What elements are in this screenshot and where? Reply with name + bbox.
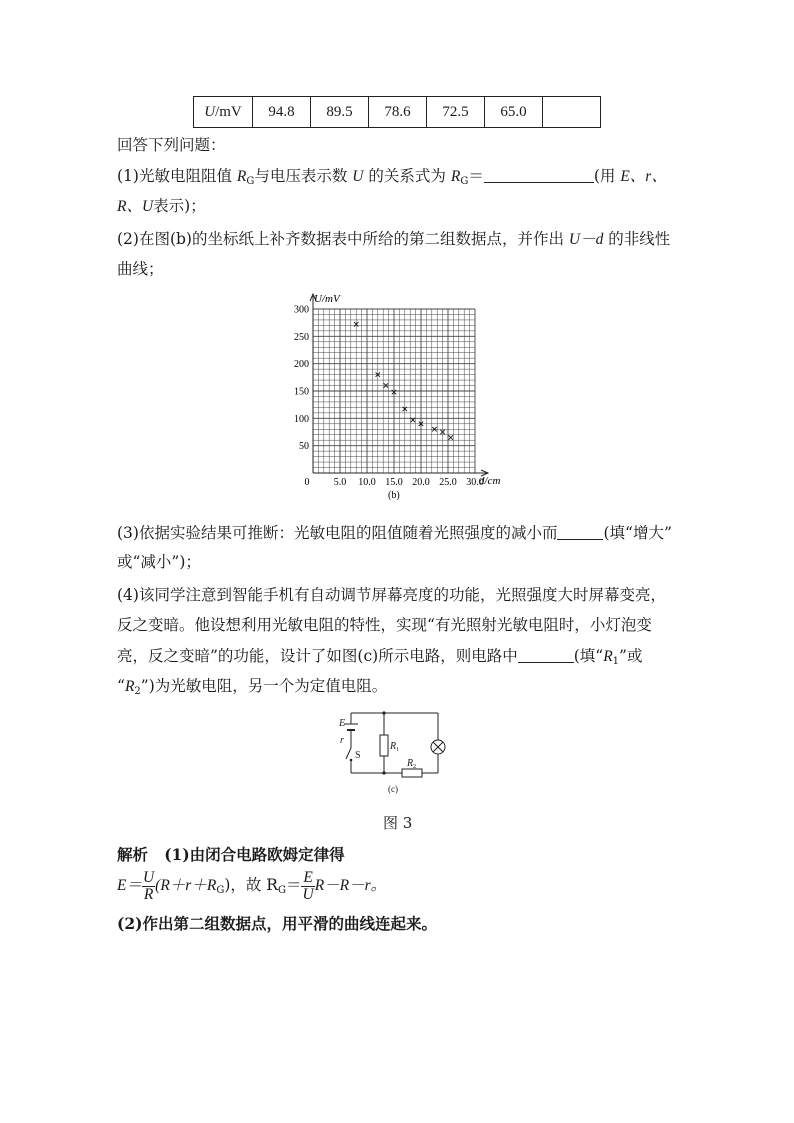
answer-blank-4[interactable]	[518, 646, 574, 663]
label-r2: $R_2$	[407, 758, 417, 770]
y-tick-label: 50	[299, 441, 309, 453]
table-header-cell: U/mV	[194, 97, 253, 128]
table-cell	[543, 97, 601, 128]
y-tick-label: 100	[294, 413, 309, 425]
intro-text: 回答下列问题：	[117, 136, 226, 154]
question-3-line-2: 或“减小”)；	[117, 553, 201, 571]
question-3-line-1: (3)依据实验结果可推断：光敏电阻的阻值随着光照强度的减小而 (填“增大”	[117, 524, 672, 542]
table-cell: 72.5	[427, 97, 485, 128]
x-tick-label: 20.0	[412, 477, 430, 488]
label-s: S	[355, 750, 361, 761]
question-2-line-2: 曲线；	[117, 260, 164, 278]
answer-blank-1[interactable]	[484, 166, 594, 183]
resistor-r1-icon	[380, 735, 388, 756]
solution-line-1: 解析 (1)由闭合电路欧姆定律得	[117, 845, 345, 864]
x-tick-label: 15.0	[385, 477, 403, 488]
data-point	[449, 435, 453, 439]
chart-points	[354, 322, 453, 440]
label-r1: $R_1$	[390, 741, 400, 753]
chart-grid	[313, 309, 475, 473]
resistor-r2-icon	[402, 769, 422, 777]
solution-equation: E＝ $\frac{U}{R}$ $(R+r+R_G)$，故 $R_G=$ $\frac{E}{U}$ R－R－r。	[117, 868, 387, 903]
u-d-chart	[280, 288, 520, 503]
switch-icon	[346, 748, 352, 761]
x-tick-label: 25.0	[439, 477, 457, 488]
table-cell: 94.8	[253, 97, 311, 128]
lamp-icon	[431, 740, 445, 754]
y-tick-label: 250	[294, 331, 309, 343]
circuit-diagram	[335, 708, 465, 798]
x-tick-label: 5.0	[333, 477, 347, 488]
chart-caption: (b)	[388, 490, 400, 501]
circuit-caption: (c)	[388, 784, 398, 794]
solution-line-2: (2)作出第二组数据点，用平滑的曲线连起来。	[117, 914, 437, 933]
table-cell: 78.6	[369, 97, 427, 128]
battery-icon	[344, 724, 358, 730]
data-table	[193, 96, 601, 128]
question-4-line-1: (4)该同学注意到智能手机有自动调节屏幕亮度的功能，光照强度大时屏幕变亮，	[117, 586, 666, 604]
y-tick-label: 300	[294, 304, 309, 316]
y-axis-label: U/mV	[314, 293, 340, 305]
y-tick-label: 150	[294, 386, 309, 398]
chart-axes	[310, 294, 488, 476]
label-r: r	[340, 735, 344, 746]
label-e: E	[339, 718, 346, 729]
question-4-line-3: 亮，反之变暗”的功能，设计了如图(c)所示电路，则电路中 (填“$R_1$”或	[117, 647, 643, 667]
table-cell: 89.5	[311, 97, 369, 128]
question-1-line-2: R、U表示)；	[117, 197, 206, 215]
answer-blank-3[interactable]	[557, 523, 603, 540]
question-1-line-1: (1)光敏电阻阻值 $R_G$与电压表示数 U 的关系式为 $R_G=$ (用 E、r、	[117, 167, 667, 187]
x-tick-label: 30.0	[466, 477, 484, 488]
x-axis-label: d/cm	[479, 475, 501, 487]
x-tick-label: 0	[304, 477, 310, 488]
table-row	[194, 97, 601, 128]
question-4-line-2: 反之变暗。他设想利用光敏电阻的特性，实现“有光照射光敏电阻时，小灯泡变	[117, 616, 652, 634]
table-cell: 65.0	[485, 97, 543, 128]
x-tick-label: 10.0	[358, 477, 376, 488]
question-2-line-1: (2)在图(b)的坐标纸上补齐数据表中所给的第二组数据点，并作出 U－d 的非线性	[117, 230, 671, 248]
question-4-line-4: “$R_2$”)为光敏电阻，另一个为定值电阻。	[117, 677, 388, 697]
y-tick-label: 200	[294, 359, 309, 371]
figure-caption: 图 3	[383, 814, 413, 832]
